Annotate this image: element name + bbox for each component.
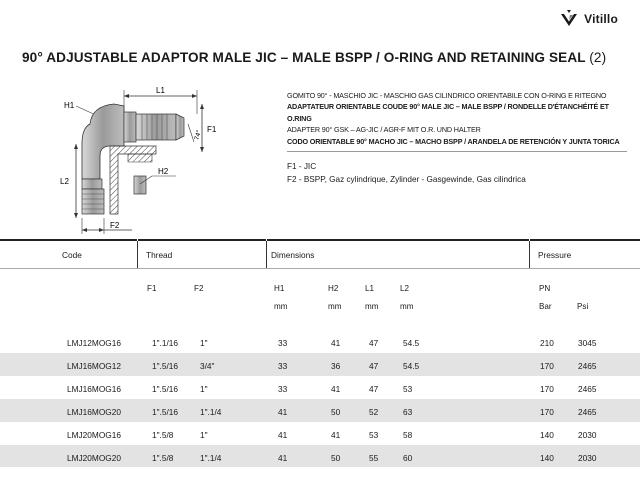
cell-f2: 1".1/4 — [200, 407, 222, 417]
col-f2: F2 — [194, 284, 204, 293]
header-thread: Thread — [146, 250, 173, 260]
spec-table-body — [0, 330, 640, 467]
cell-psi: 2030 — [578, 453, 597, 463]
label-l1: L1 — [156, 86, 165, 95]
col-f1: F1 — [147, 284, 157, 293]
cell-psi: 2030 — [578, 430, 597, 440]
cell-h2: 50 — [331, 407, 341, 417]
cell-l1: 53 — [369, 430, 379, 440]
cell-h1: 33 — [278, 338, 288, 348]
cell-f2: 3/4" — [200, 361, 215, 371]
cell-f1: 1".5/8 — [152, 430, 174, 440]
table-row — [0, 445, 640, 467]
desc-es: CODO ORIENTABLE 90° MACHO JIC – MACHO BSPP / ARANDELA DE RETENCIÓN Y JUNTA TORICA — [287, 136, 620, 146]
cell-l1: 47 — [369, 361, 379, 371]
cell-l2: 63 — [403, 407, 413, 417]
col-h2: H2 — [328, 284, 339, 293]
cell-psi: 3045 — [578, 338, 597, 348]
label-f1: F1 — [207, 125, 217, 134]
header-pressure: Pressure — [538, 250, 572, 260]
header-divider — [529, 241, 530, 268]
header-code: Code — [62, 250, 82, 260]
cell-h1: 33 — [278, 384, 288, 394]
cell-f2: 1" — [200, 384, 208, 394]
cell-code: LMJ16MOG20 — [67, 407, 121, 417]
header-divider — [266, 241, 267, 268]
cell-l1: 47 — [369, 338, 379, 348]
brand-logo — [558, 8, 618, 30]
cell-l2: 53 — [403, 384, 413, 394]
table-row — [0, 330, 640, 353]
title-sub: (2) — [589, 50, 607, 65]
cell-h1: 33 — [278, 361, 288, 371]
cell-psi: 2465 — [578, 361, 597, 371]
cell-bar: 170 — [540, 384, 554, 394]
unit-l2: mm — [400, 302, 414, 311]
cell-f2: 1" — [200, 338, 208, 348]
header-divider — [137, 241, 138, 268]
label-h1: H1 — [64, 101, 75, 110]
cell-code: LMJ12MOG16 — [67, 338, 121, 348]
cell-l2: 54.5 — [403, 361, 420, 371]
cell-bar: 140 — [540, 453, 554, 463]
unit-l1: mm — [365, 302, 379, 311]
table-row — [0, 353, 640, 376]
cell-h1: 41 — [278, 430, 288, 440]
cell-l1: 47 — [369, 384, 379, 394]
label-h2: H2 — [158, 167, 169, 176]
group-thread — [138, 239, 266, 270]
cell-h1: 41 — [278, 453, 288, 463]
table-row — [0, 399, 640, 422]
group-dimensions — [267, 239, 529, 270]
cell-h2: 50 — [331, 453, 341, 463]
label-f2: F2 — [110, 221, 120, 230]
cell-bar: 140 — [540, 430, 554, 440]
col-h1: H1 — [274, 284, 285, 293]
group-code — [0, 239, 137, 270]
page-title — [22, 50, 606, 65]
legend-f2: F2 - BSPP, Gaz cylindrique, Zylinder - Gasgewinde, Gas cilindrica — [287, 175, 526, 185]
cell-f2: 1" — [200, 430, 208, 440]
cell-h1: 41 — [278, 407, 288, 417]
col-pn: PN — [539, 284, 551, 293]
unit-h2: mm — [328, 302, 342, 311]
desc-divider — [287, 151, 627, 152]
cell-f1: 1".1/16 — [152, 338, 179, 348]
cell-f1: 1".5/8 — [152, 453, 174, 463]
desc-fr: ADAPTATEUR ORIENTABLE COUDE 90° MALE JIC – MALE BSPP / RONDELLE D'ÉTANCHÉITÉ ET O.RING — [287, 102, 609, 123]
cell-f1: 1".5/16 — [152, 384, 179, 394]
cell-l1: 52 — [369, 407, 379, 417]
label-l2: L2 — [60, 177, 69, 186]
cell-l2: 58 — [403, 430, 413, 440]
unit-h1: mm — [274, 302, 288, 311]
header-rule — [0, 268, 640, 269]
legend-f1: F1 - JIC — [287, 162, 317, 172]
col-l2: L2 — [400, 284, 410, 293]
cell-h2: 41 — [331, 430, 341, 440]
cell-psi: 2465 — [578, 384, 597, 394]
cell-f2: 1".1/4 — [200, 453, 222, 463]
desc-de: ADAPTER 90° GSK – AG-JIC / AGR-F MIT O.R. UND HALTER — [287, 125, 481, 135]
fitting-drawing — [52, 84, 227, 234]
group-pressure — [530, 239, 640, 270]
unit-psi: Psi — [577, 302, 589, 311]
cell-psi: 2465 — [578, 407, 597, 417]
cell-bar: 170 — [540, 361, 554, 371]
label-angle: 74° — [193, 129, 203, 141]
header-dimensions: Dimensions — [271, 250, 315, 260]
cell-h2: 41 — [331, 384, 341, 394]
cell-code: LMJ20MOG20 — [67, 453, 121, 463]
table-row — [0, 422, 640, 445]
cell-code: LMJ20MOG16 — [67, 430, 121, 440]
cell-f1: 1".5/16 — [152, 361, 179, 371]
vitillo-logo-icon — [558, 8, 580, 30]
product-descriptions — [287, 90, 632, 186]
brand-name: Vitillo — [584, 12, 618, 26]
cell-bar: 170 — [540, 407, 554, 417]
cell-code: LMJ16MOG16 — [67, 384, 121, 394]
cell-h2: 41 — [331, 338, 341, 348]
cell-l2: 60 — [403, 453, 413, 463]
cell-code: LMJ16MOG12 — [67, 361, 121, 371]
cell-h2: 36 — [331, 361, 341, 371]
col-l1: L1 — [365, 284, 375, 293]
desc-it: GOMITO 90° - MASCHIO JIC - MASCHIO GAS CILINDRICO ORIENTABILE CON O-RING E RITEGNO — [287, 91, 607, 100]
unit-bar: Bar — [539, 302, 552, 311]
table-row — [0, 376, 640, 399]
cell-bar: 210 — [540, 338, 554, 348]
cell-f1: 1".5/16 — [152, 407, 179, 417]
cell-l2: 54.5 — [403, 338, 420, 348]
cell-l1: 55 — [369, 453, 379, 463]
title-main: 90° ADJUSTABLE ADAPTOR MALE JIC – MALE BSPP / O-RING AND RETAINING SEAL — [22, 50, 586, 65]
